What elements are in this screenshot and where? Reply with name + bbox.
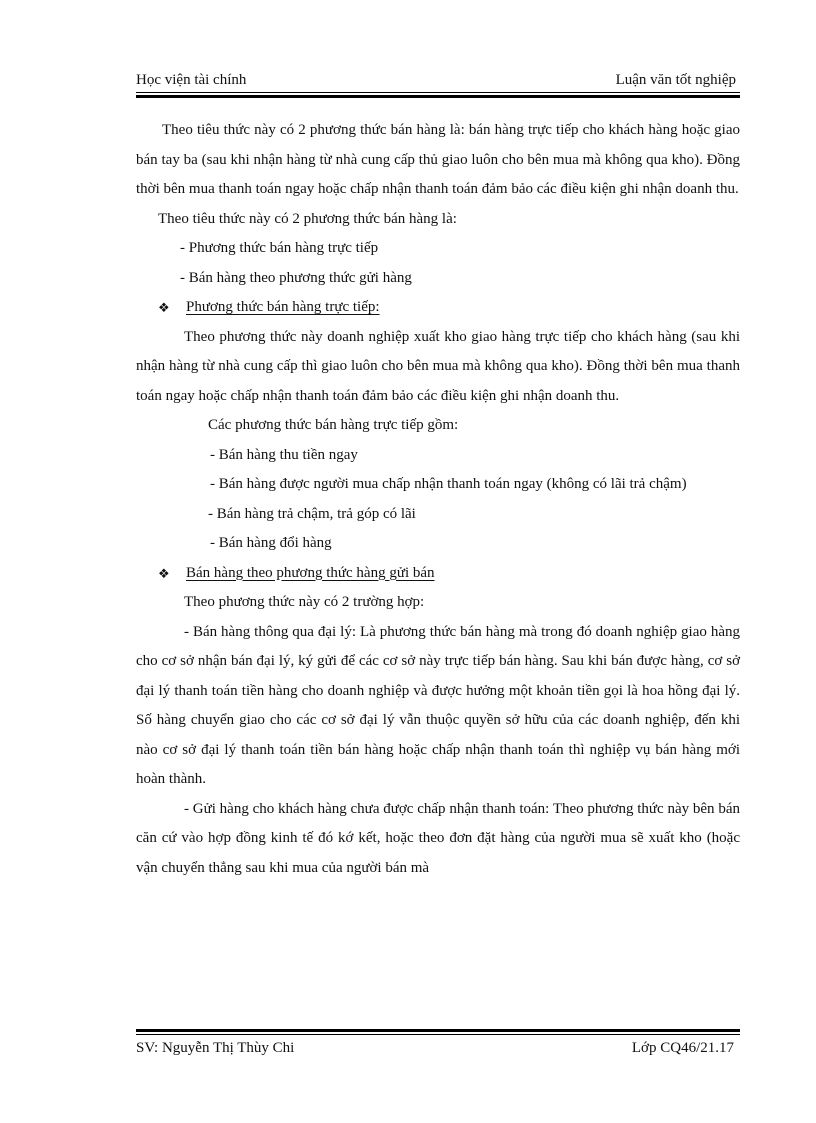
section-heading-direct-sales: [136, 293, 740, 323]
header-rule-thin: [136, 92, 740, 93]
header-rule-thick: [136, 95, 740, 98]
footer-rule-thick: [136, 1029, 740, 1032]
diamond-bullet-icon: ❖: [158, 300, 170, 315]
paragraph-unaccepted-shipment: - Gửi hàng cho khách hàng chưa được chấp nhận thanh toán: Theo phương thức này bên bán căn cứ vào hợp đồng kinh tế đó kớ kết, hoặc theo đơn đặt hàng của người mua sẽ xuất kho (hoặc vận chuyển thẳng sau khi mua của người bán mà: [136, 800, 740, 876]
page-footer: [136, 1040, 740, 1060]
list-item-barter: - Bán hàng đổi hàng: [210, 535, 332, 551]
paragraph-direct-methods: Các phương thức bán hàng trực tiếp gồm:: [208, 417, 459, 433]
paragraph-direct-sales: Theo phương thức này doanh nghiệp xuất kho giao hàng trực tiếp cho khách hàng (sau khi nhận hàng từ nhà cung cấp thì giao luôn cho bên mua mà không qua kho). Đồng thời bên mua thanh toán ngay hoặc chấp nhận thanh toán đảm bảo các điều kiện ghi nhận doanh thu.: [136, 328, 740, 404]
page-body: [136, 116, 740, 883]
list-item-consignment: - Bán hàng theo phương thức gửi hàng: [180, 269, 412, 286]
section-heading-text: Bán hàng theo phương thức hàng gửi bán: [186, 564, 435, 581]
list-item-cash-sale: - Bán hàng thu tiền ngay: [210, 446, 358, 463]
diamond-bullet-icon: ❖: [158, 565, 170, 581]
page-header: [136, 72, 740, 92]
section-heading-consignment: [136, 559, 740, 589]
paragraph-consignment-cases: Theo phương thức này có 2 trường hợp:: [184, 594, 425, 610]
list-item-direct: - Phương thức bán hàng trực tiếp: [180, 240, 379, 256]
header-document-type: Luận văn tốt nghiệp: [615, 72, 736, 88]
paragraph-agency-sales: - Bán hàng thông qua đại lý: Là phương thức bán hàng mà trong đó doanh nghiệp giao hàng cho cơ sở nhận bán đại lý, ký gửi để các cơ sở này trực tiếp bán hàng. Sau khi bán được hàng, cơ sở đại lý thanh toán tiền hàng cho doanh nghiệp và được hưởng một khoản tiền gọi là hoa hồng đại lý. Số hàng chuyển giao cho các cơ sở đại lý vẫn thuộc quyền sở hữu của các doanh nghiệp, đến khi nào cơ sở đại lý thanh toán tiền bán hàng hoặc chấp nhận thanh toán thì nghiệp vụ bán hàng mới hoàn thành.: [136, 623, 740, 787]
section-heading-text: Phương thức bán hàng trực tiếp:: [186, 299, 380, 315]
header-institution: Học viện tài chính: [136, 72, 247, 88]
paragraph-methods-intro: Theo tiêu thức này có 2 phương thức bán hàng là:: [158, 210, 457, 227]
list-item-accepted-payment: - Bán hàng được người mua chấp nhận thanh toán ngay (không có lãi trả chậm): [210, 476, 687, 492]
paragraph-intro: Theo tiêu thức này có 2 phương thức bán hàng là: bán hàng trực tiếp cho khách hàng hoặc giao bán tay ba (sau khi nhận hàng từ nhà cung cấp thủ giao luôn cho bên mua mà không qua kho). Đồng thời bên mua thanh toán ngay hoặc chấp nhận thanh toán đảm bảo các điều kiện ghi nhận doanh thu.: [136, 122, 740, 197]
footer-class: Lớp CQ46/21.17: [631, 1040, 734, 1056]
footer-student-name: SV: Nguyễn Thị Thùy Chi: [136, 1040, 295, 1056]
list-item-installment: - Bán hàng trả chậm, trả góp có lãi: [208, 505, 416, 522]
footer-rule-thin: [136, 1034, 740, 1035]
